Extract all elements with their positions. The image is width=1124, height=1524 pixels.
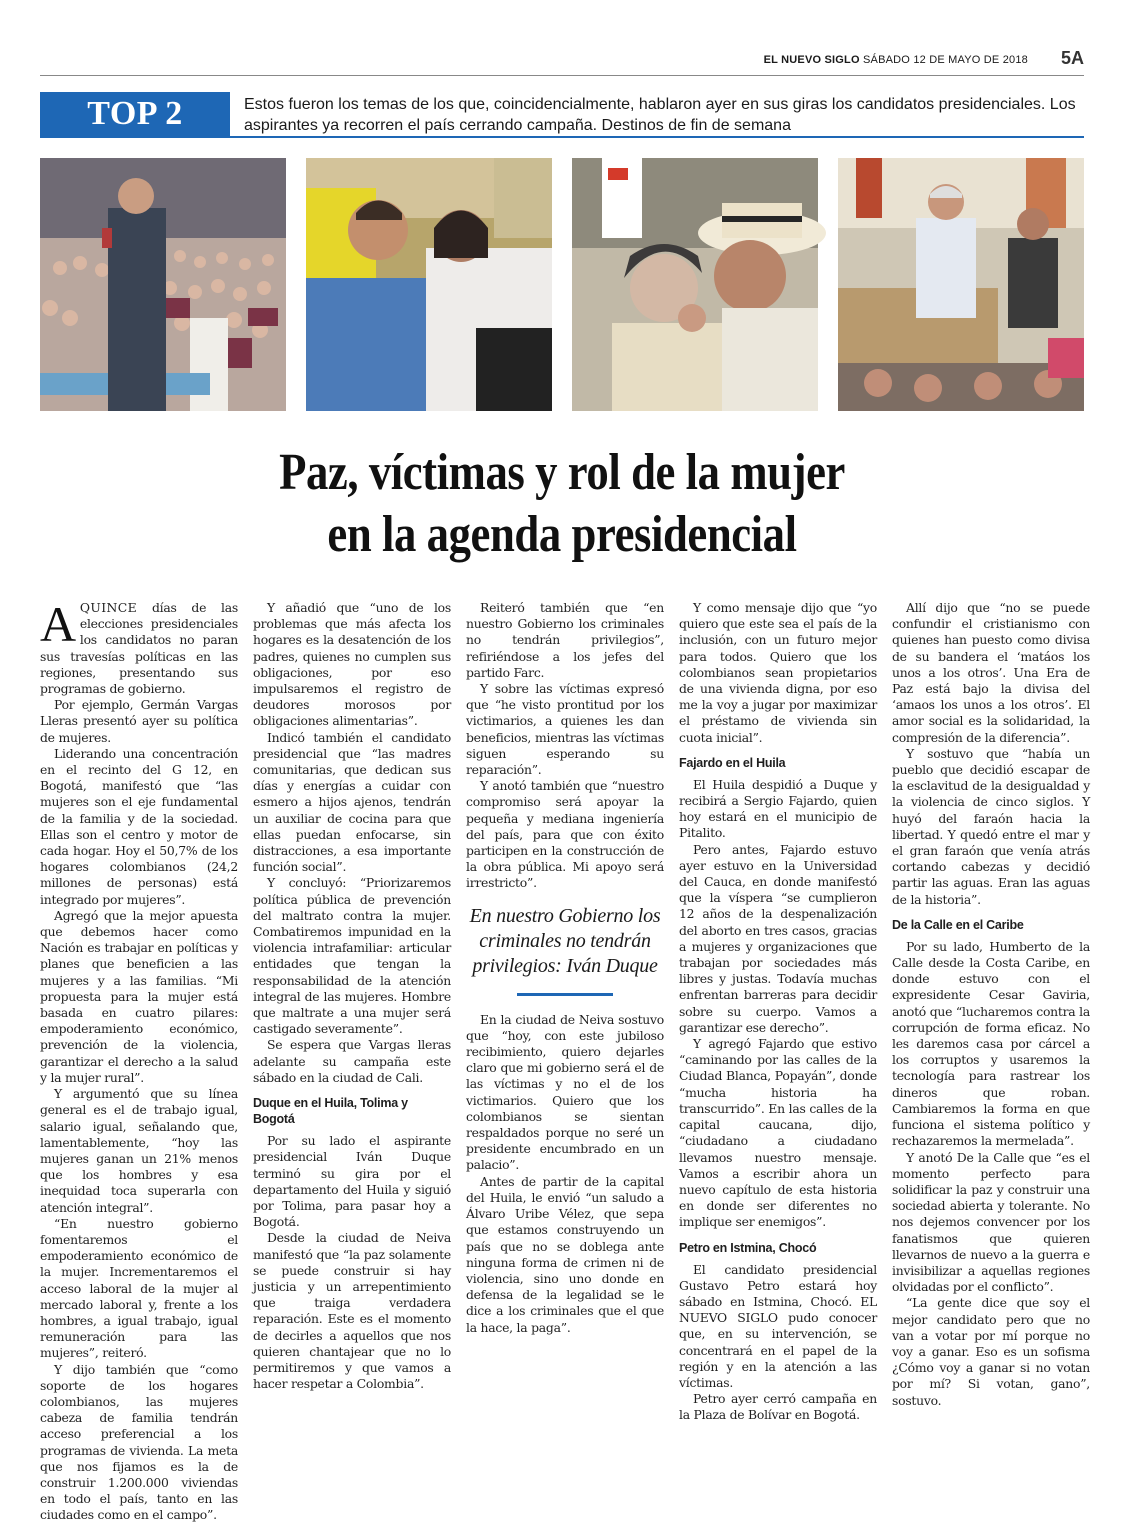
paragraph: Reiteró también que “en nuestro Gobierno los criminales no tendrán privilegios”, refiriéndose a los jefes del partido Farc. <box>466 600 664 680</box>
paragraph: Por ejemplo, Germán Vargas Lleras presentó ayer su política de mujeres. <box>40 697 238 745</box>
paragraph: El candidato presidencial Gustavo Petro estará hoy sábado en Istmina, Chocó. EL NUEVO SIGLO pudo conocer que, en su intervención, se concentrará en el papel de la región y en la atención a las víctimas. <box>679 1261 877 1390</box>
subhead-de-la-calle: De la Calle en el Caribe <box>892 917 1024 932</box>
issue-date: SÁBADO 12 DE MAYO DE 2018 <box>863 54 1028 66</box>
paragraph: En la ciudad de Neiva sostuvo que “hoy, con este jubiloso recibimiento, quiero dejarles claro que mi gobierno será el de las víctimas y no el de los victimarios. Quiero que los colombianos se sientan respaldados porque no seré un presidente encumbrado en un palacio”. <box>466 1011 664 1173</box>
paragraph: Y sostuvo que “había un pueblo que decidió escapar de la esclavitud de la desigualdad y la violencia de cinco siglos. Y huyó del faraón hacia la libertad. Y quedó entre el mar y el gran faraón que venía atrás cortando cabezas y decidió partir las aguas. Eran las aguas de la historia”. <box>892 745 1090 907</box>
paragraph: Y argumentó que su línea general es el de trabajo igual, salario igual, señalando que, lamentablemente, “hoy las mujeres ganan un 21% menos que los hombres y esa inequidad toca superarla con atención integral”. <box>40 1086 238 1215</box>
paragraph: Por su lado, Humberto de la Calle desde la Costa Caribe, en donde estuvo con el expresidente Cesar Gaviria, anotó que “lucharemos contra la corrupción de forma eficaz. No les daremos casa por cárcel a los corruptos y usaremos la tecnología para rastrear los dineros que roban. Cambiaremos la forma en que funciona el sistema político y rechazaremos la mermelada”. <box>892 938 1090 1149</box>
section-banner <box>40 92 1084 138</box>
paragraph: “La gente dice que soy el mejor candidato pero que no van a votar por mí porque no voy a ganar. Eso es un sofisma ¿Cómo voy a ganar si no votan por mí? Si votan, gano”, sostuvo. <box>892 1295 1090 1408</box>
article-column-3 <box>466 600 664 1336</box>
paragraph: Y añadió que “uno de los problemas que más afecta los hogares es la desatención de los padres, quienes no cumplen sus obligaciones, por eso impulsaremos el registro de deudores morosos por obligaciones alimentarias”. <box>253 600 451 729</box>
paragraph: Y sobre las víctimas expresó que “he visto prontitud por los victimarios, a quienes les dan beneficios, mientras las víctimas siguen esperando su reparación”. <box>466 681 664 778</box>
paragraph: Desde la ciudad de Neiva manifestó que “la paz solamente se puede construir si hay justicia y un arrepentimiento que traiga verdadera reparación. Este es el momento de decirles a aquellos que nos quieren chantajear que no lo permitiremos y que vamos a hacer respetar a Colombia”. <box>253 1230 451 1392</box>
article-column-4 <box>679 600 877 1424</box>
section-label: TOP 2 <box>87 95 183 132</box>
drop-cap: A <box>40 596 76 652</box>
paragraph: Pero antes, Fajardo estuvo ayer estuvo en la Universidad del Cauca, en donde manifestó que la víspera “se cumplieron 12 años de la despenalización del aborto en tres casos, gracias a mujeres y organizaciones que trabajan por sociedades más libres y justas. Todavía muchas enfrentan barreras para decidir sobre su cuerpo. Vamos a garantizar ese derecho”. <box>679 841 877 1035</box>
page-number: 5A <box>1060 48 1084 68</box>
article-column-5 <box>892 600 1090 1409</box>
paragraph: Y dijo también que “como soporte de los hogares colombianos, las mujeres cabeza de familia tendrán acceso preferencial a los programas de vivienda. La meta que nos fijamos es la de construir 1.200.000 viviendas en todo el país, tanto en las ciudades como en el campo”. <box>40 1361 238 1523</box>
paragraph: Y anotó también que “nuestro compromiso será apoyar la pequeña y mediana ingeniería del país, para que con éxito participen en la construcción de la obra pública. Mi apoyo será irrestricto”. <box>466 778 664 891</box>
paragraph: “En nuestro gobierno fomentaremos el empoderamiento económico de la mujer. Incrementaremos el acceso laboral de la mujer al mercado laboral y, frente a los hombres, a igual trabajo, igual remuneración para las mujeres”, reiteró. <box>40 1215 238 1361</box>
paragraph: Y concluyó: “Priorizaremos política pública de prevención del maltrato contra la mujer. Combatiremos impunidad en la violencia intrafamiliar: articular entidades que tengan la responsabilidad de la atención integral de las mujeres. Hombre que maltrate a una mujer será castigado severamente”. <box>253 875 451 1037</box>
lead-caps: QUINCE <box>79 600 138 615</box>
headline-line-2: en la agenda presidencial <box>327 506 797 563</box>
section-intro: Estos fueron los temas de los que, coincidencialmente, hablaron ayer en sus giras los candidatos presidenciales. Los aspirantes ya recorren el país cerrando campaña. Destinos de fin de semana <box>244 96 1076 134</box>
headline-line-1: Paz, víctimas y rol de la mujer <box>279 444 845 501</box>
paragraph: Se espera que Vargas lleras adelante su campaña este sábado en la ciudad de Cali. <box>253 1037 451 1085</box>
pull-quote: En nuestro Gobierno los criminales no tendrán privilegios: Iván Duque <box>469 904 661 977</box>
subhead-fajardo: Fajardo en el Huila <box>679 755 786 770</box>
paragraph: Agregó que la mejor apuesta que debemos hacer como Nación es trabajar en políticas y planes que beneficien a las mujeres y a las familias. “Mi propuesta para la mujer está basada en cuatro pilares: empoderamiento económico, prevención de la violencia, garantizar el derecho a la salud y la mujer rural”. <box>40 907 238 1085</box>
lead-paragraph <box>40 596 238 697</box>
masthead <box>40 48 1084 76</box>
paragraph: Antes de partir de la capital del Huila, le envió “un saludo a Álvaro Uribe Vélez, que sepa que estamos construyendo un país que no se doblega ante ninguna forma de crimen ni de violencia, sino uno donde en defensa de la legalidad se le dice a los criminales que el que la hace, la paga”. <box>466 1173 664 1335</box>
photo-de-la-calle-speech <box>838 158 1084 411</box>
masthead-line <box>764 54 1028 66</box>
paragraph: Indicó también el candidato presidencial que “las madres comunitarias, que dedican sus días y energías a cuidar con esmero a hijos ajenos, tendrán un auxiliar de cocina para que ellas puedan enfocarse, sin distracciones, a esa importante función social”. <box>253 729 451 875</box>
paragraph: Y como mensaje dijo que “yo quiero que este sea el país de la inclusión, con un futuro mejor para todos. Quiero que los colombianos sean propietarios de una vivienda digna, por eso me la voy a jugar por maximizar el préstamo de vivienda sin cuota inicial”. <box>679 600 877 745</box>
paragraph: Por su lado el aspirante presidencial Iván Duque terminó su gira por el departamento del Huila y siguió por Tolima, para pasar hoy a Bogotá. <box>253 1133 451 1230</box>
photo-fajardo-greeting <box>306 158 552 411</box>
paragraph: El Huila despidió a Duque y recibirá a Sergio Fajardo, quien hoy estará en el municipio de Pitalito. <box>679 776 877 841</box>
photo-vargas-lleras-rally <box>40 158 286 411</box>
section-label-box <box>40 92 230 138</box>
paragraph: Allí dijo que “no se puede confundir el cristianismo con quienes han puesto como divisa de su bandera el ‘matáos los unos a los otros’. Una Era de Paz está bajo la divisa del ‘amaos los unos a los otros’. El amor social es la solidaridad, la compresión de la diferencia”. <box>892 600 1090 745</box>
paragraph: Y anotó De la Calle que “es el momento perfecto para solidificar la paz y construir una sociedad abierta y tolerante. No nos dejemos convencer por los fanatismos que quieren llevarnos de nuevo a la guerra e invisibilizar a aquellas regiones olvidadas por el conflicto”. <box>892 1149 1090 1295</box>
subhead-duque: Duque en el Huila, Tolima y Bogotá <box>253 1096 408 1127</box>
newspaper-name: EL NUEVO SIGLO <box>763 54 860 66</box>
headline <box>113 442 1011 566</box>
lead-text: días de las elecciones presidenciales los candidatos no paran sus travesías políticas en las regiones, presentando sus programas de gobierno. <box>40 600 238 697</box>
photo-duque-elderly-woman <box>572 158 818 411</box>
section-rule <box>230 136 1084 138</box>
paragraph: Liderando una concentración en el recinto del G 12, en Bogotá, manifestó que “las mujeres son el eje fundamental de la familia y de la sociedad. Ellas son el centro y motor de cada hogar. Hoy el 50,7% de los hogares colombianos (24,2 millones de personas) está integrado por mujeres”. <box>40 745 238 907</box>
article-column-1 <box>40 596 238 1524</box>
pull-quote-rule <box>517 993 613 996</box>
paragraph: Petro ayer cerró campaña en la Plaza de Bolívar en Bogotá. <box>679 1391 877 1423</box>
article-column-2 <box>253 600 451 1392</box>
subhead-petro: Petro en Istmina, Chocó <box>679 1240 817 1255</box>
paragraph: Y agregó Fajardo que estivo “caminando por las calles de la Ciudad Blanca, Popayán”, donde “mucha historia ha transcurrido”. En las calles de la capital caucana, dijo, “ciudadano a ciudadano llevamos nuestro mensaje. Vamos a escribir ahora un nuevo capítulo de esta historia en donde ser diferentes no implique ser enemigos”. <box>679 1036 877 1230</box>
